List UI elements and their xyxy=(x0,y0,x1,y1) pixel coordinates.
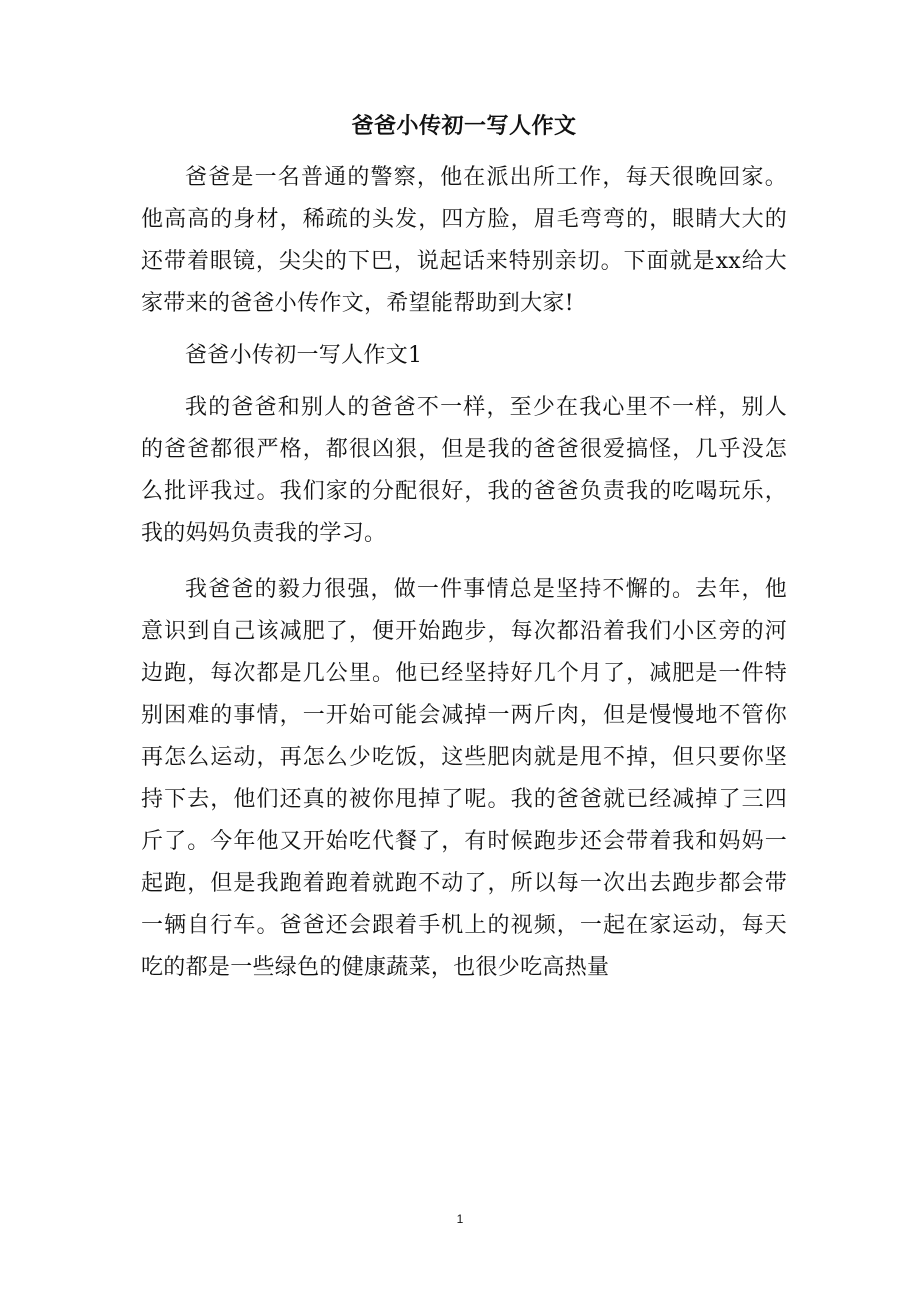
page-number: 1 xyxy=(456,1212,464,1226)
section-heading: 爸爸小传初一写人作文1 xyxy=(185,343,423,368)
document-title: 爸爸小传初一写人作文 xyxy=(351,113,577,139)
body-paragraph-1: 我的爸爸和别人的爸爸不一样，至少在我心里不一样，别人的爸爸都很严格，都很凶狠，但是我的爸爸很爱搞怪，几乎没怎么批评我过。我们家的分配很好，我的爸爸负责我的吃喝玩乐，我的妈妈负责我的学习。 xyxy=(141,395,787,546)
intro-paragraph: 爸爸是一名普通的警察，他在派出所工作，每天很晚回家。他高高的身材，稀疏的头发，四方脸，眉毛弯弯的，眼睛大大的还带着眼镜，尖尖的下巴，说起话来特别亲切。下面就是xx给大家带来的爸爸小传作文，希望能帮助到大家! xyxy=(141,165,787,316)
document-content xyxy=(141,111,787,989)
body-paragraph-2: 我爸爸的毅力很强，做一件事情总是坚持不懈的。去年，他意识到自己该减肥了，便开始跑步，每次都沿着我们小区旁的河边跑，每次都是几公里。他已经坚持好几个月了，减肥是一件特别困难的事情，一开始可能会减掉一两斤肉，但是慢慢地不管你再怎么运动，再怎么少吃饭，这些肥肉就是甩不掉，但只要你坚持下去，他们还真的被你甩掉了呢。我的爸爸就已经减掉了三四斤了。今年他又开始吃代餐了，有时候跑步还会带着我和妈妈一起跑，但是我跑着跑着就跑不动了，所以每一次出去跑步都会带一辆自行车。爸爸还会跟着手机上的视频，一起在家运动，每天吃的都是一些绿色的健康蔬菜，也很少吃高热量 xyxy=(141,577,787,980)
